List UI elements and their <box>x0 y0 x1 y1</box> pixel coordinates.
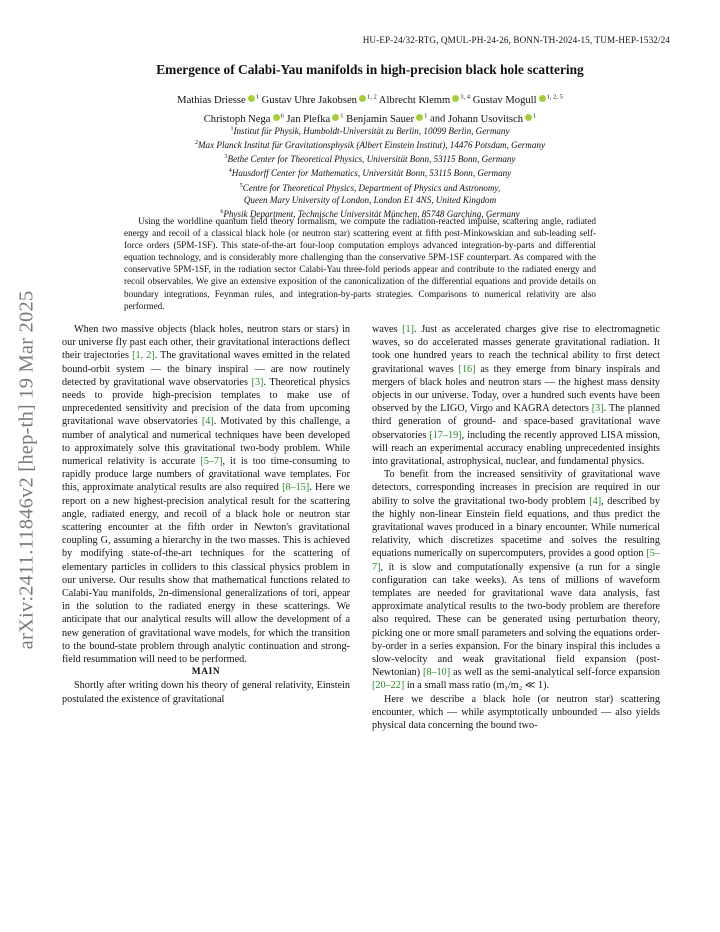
orcid-icon[interactable] <box>359 95 366 102</box>
affiliation-text: Max Planck Institut für Gravitationsphysik (Albert Einstein Institut), 14476 Potsdam, Germany <box>197 140 546 151</box>
text-run: , it is too time-consuming to rapidly produce large numbers of gravitational wave templates. For this, approximate analytical results are also required <box>62 456 350 494</box>
author <box>177 95 259 106</box>
affiliation <box>60 123 680 137</box>
affiliation <box>60 137 680 151</box>
paragraph: Shortly after writing down his theory of general relativity, Einstein postulated the existence of gravitational <box>62 680 350 705</box>
orcid-icon[interactable] <box>332 114 339 121</box>
text-run: . Motivated by this challenge, a number of analytical and numerical techniques have been developed to approximately solve this gravitational two-body problem. While numerical relativity is accurate <box>62 416 350 468</box>
citation-link[interactable]: [17–19] <box>429 429 462 441</box>
citation-link[interactable]: [20–22] <box>372 680 405 692</box>
section-heading: MAIN <box>191 667 221 678</box>
author-name: Johann Usovitsch <box>447 113 524 125</box>
author-affiliation: 1 <box>424 112 428 120</box>
affiliation-text: Bethe Center for Theoretical Physics, Universität Bonn, 53115 Bonn, Germany <box>227 154 516 165</box>
text-run: . Theoretical physics needs to provide high-precision templates to make use of unprecedented sensitivity and precision of the data from upcoming gravitational wave observatories <box>62 376 350 428</box>
text-run: , it is slow and computationally expensive (a run for a single configuration can take weeks). As tens of millions of waveform templates are needed for gravitational wave data analysis, fast approximate analytical results to the two-body problem are therefore also required. These can be generated using perturbation theory, picking one or more small parameters and solving the equations order-by-order in a series expansion. For the binary inspiral this includes a slow-velocity and weak gravitational field expansion (post-Newtonian) <box>372 561 660 679</box>
author-name: Benjamin Sauer <box>346 113 415 125</box>
affiliation-text: Institut für Physik, Humboldt-Universität zu Berlin, 10099 Berlin, Germany <box>233 126 510 137</box>
author-name: Gustav Uhre Jakobsen <box>261 94 357 106</box>
affiliation-number: 4 <box>228 168 232 175</box>
citation-link[interactable]: [3] <box>251 376 264 388</box>
abstract: Using the worldline quantum field theory formalism, we compute the radiation-reacted impulse, scattering angle, radiated energy and recoil of a classical black hole (or neutron star) scattering event at fifth post-Minkowskian and sub-leading self-force orders (5PM-1SF). This state-of-the-art four-loop computation employs advanced integration-by-parts and differential equation technology, and is considerably more challenging than the conservative 5PM-1SF counterpart. As compared with the conservative 5PM-1SF, in the radiation sector Calabi-Yau three-fold periods appear and contribute to the radiated energy and recoil observables. We give an extensive exposition of the canonicalization of the differential equations and provide details on boundary integrations, Feynman rules, and integration-by-parts strategies. Comparisons to numerical relativity are also performed. <box>124 216 596 311</box>
paragraph <box>372 468 660 692</box>
citation-link[interactable]: [5–7] <box>372 548 660 573</box>
affiliation-number: 5 <box>239 182 243 189</box>
arxiv-identifier-text: arXiv:2411.11846v2 [hep-th] 19 Mar 2025 <box>15 290 38 650</box>
author <box>262 95 377 106</box>
orcid-icon[interactable] <box>452 95 459 102</box>
author-name: Jan Plefka <box>286 113 331 125</box>
affiliation <box>60 194 680 206</box>
arxiv-identifier <box>2 260 52 680</box>
text-run: as well as the semi-analytical self-force expansion <box>450 667 660 679</box>
affiliation-number: 3 <box>224 154 228 161</box>
affiliation-text: Queen Mary University of London, London E1 4NS, United Kingdom <box>243 194 497 205</box>
citation-link[interactable]: [5–7] <box>200 456 223 468</box>
text-run: . The gravitational waves emitted in the related bound-orbit system — the binary inspiral — are now routinely detected by gravitational wave observatories <box>62 350 351 388</box>
text-run: as they emerge from binary inspirals and mergers of black holes and neutron stars — the highest mass density objects in our universe. Today, over a hundred such events have been observed by the LIGO, Virgo and KAGRA detectors <box>372 363 660 415</box>
author-affiliation: 3, 4 <box>460 93 471 100</box>
text-run: , described by the highly non-linear Einstein field equations, and thus predict the gravitational waves produced in a binary encounter. While numerical relativity, which discretizes spacetime and solves the resulting equations numerically on supercomputers, provides a good option <box>372 495 660 560</box>
author-affiliation: 1 <box>340 112 344 120</box>
author-name: Christoph Nega <box>203 113 271 125</box>
author-affiliation: 1 <box>255 93 259 100</box>
author-affiliation: 1, 2 <box>366 93 377 100</box>
orcid-icon[interactable] <box>248 95 255 102</box>
affiliation-text: Centre for Theoretical Physics, Department of Physics and Astronomy, <box>242 182 501 193</box>
author <box>379 95 470 106</box>
author-name: Mathias Driesse <box>177 94 246 106</box>
paragraph <box>372 323 660 468</box>
orcid-icon[interactable] <box>525 114 532 121</box>
right-column <box>372 323 660 732</box>
citation-link[interactable]: [16] <box>458 363 476 375</box>
author-name: Albrecht Klemm <box>378 94 451 106</box>
affiliation <box>60 180 680 194</box>
paragraph <box>62 323 350 666</box>
text-run: . Just as accelerated charges give rise to electromagnetic waves, so do accelerated masses generate gravitational radiation. It took one hundred years to reach the technical ability to first detect gravitational waves <box>372 324 660 375</box>
affiliation-number: 1 <box>230 126 234 132</box>
text-run: waves <box>372 324 403 335</box>
affiliation-number: 2 <box>194 140 198 147</box>
affiliation <box>60 151 680 165</box>
citation-link[interactable]: [1, 2] <box>132 350 155 362</box>
author-list <box>60 89 680 127</box>
affiliation <box>60 165 680 179</box>
citation-link[interactable]: [8–10] <box>423 667 451 679</box>
affiliation-list <box>60 123 680 220</box>
text-run: , including the recently approved LISA mission, will reach an experimental accuracy enabling unprecedented insights into gravitational, astrophysical, nuclear, and fundamental physics. <box>372 429 660 468</box>
left-column <box>62 323 350 706</box>
orcid-icon[interactable] <box>539 95 546 102</box>
citation-link[interactable]: [1] <box>402 324 414 335</box>
paragraph: Here we describe a black hole (or neutron star) scattering encounter, which — while asymptotically unbounded — also yields physical data concerning the bound two- <box>372 693 660 732</box>
text-run: in a small mass ratio (m₁/m₂ ≪ 1). <box>404 680 550 692</box>
affiliation-text: Hausdorff Center for Mathematics, Universität Bonn, 53115 Bonn, Germany <box>231 168 512 179</box>
author <box>473 95 563 106</box>
citation-link[interactable]: [8–15] <box>282 482 310 494</box>
citation-link[interactable]: [3] <box>591 403 604 415</box>
author-affiliation: 6 <box>280 112 284 120</box>
author-affiliation: 1 <box>533 112 537 120</box>
affiliation-text: Physik Department, Technische Universität München, 85748 Garching, Germany <box>223 208 520 219</box>
author-conjunction: and <box>430 113 446 125</box>
affiliation-number: 6 <box>220 208 224 215</box>
orcid-icon[interactable] <box>416 114 423 121</box>
author-name: Gustav Mogull <box>472 94 537 106</box>
author-affiliation: 1, 2, 5 <box>546 93 563 100</box>
text-run: When two massive objects (black holes, neutron stars or stars) in our universe fly past each other, their gravitational interactions deflect their trajectories <box>62 324 350 362</box>
paper-title: Emergence of Calabi-Yau manifolds in high-precision black hole scattering <box>156 62 584 77</box>
text-run: . The planned third generation of ground- and space-based gravitational wave observatories <box>372 403 660 441</box>
text-run: . Here we report on a new highest-precision analytical result for the scattering angle, radiated energy, and recoil of a black hole or neutron star scattering encounter at the fifth order in Newton's gravitational coupling G, assuming a hierarchy in the two masses. This is achieved by modifying state-of-the-art techniques for the scattering of elementary particles in colliders to this classical physics problem in our universe. Our results show that mathematical functions related to Calabi-Yau manifolds, 2n-dimensional generalizations of tori, appear in the solution to the radiated energy in these scatterings. We anticipate that our analytical results will allow the development of a new generation of gravitational wave models, for which the transition to the bound-state problem through analytic continuation and strong-field resummation will need to be performed. <box>62 482 350 666</box>
orcid-icon[interactable] <box>273 114 280 121</box>
text-run: To benefit from the increased sensitivity of gravitational wave detectors, corresponding increases in precision are required in our ability to solve the gravitational two-body problem <box>372 469 660 507</box>
citation-link[interactable]: [4] <box>201 416 214 428</box>
citation-link[interactable]: [4] <box>589 495 602 507</box>
report-numbers: HU-EP-24/32-RTG, QMUL-PH-24-26, BONN-TH-2024-15, TUM-HEP-1532/24 <box>362 35 670 45</box>
